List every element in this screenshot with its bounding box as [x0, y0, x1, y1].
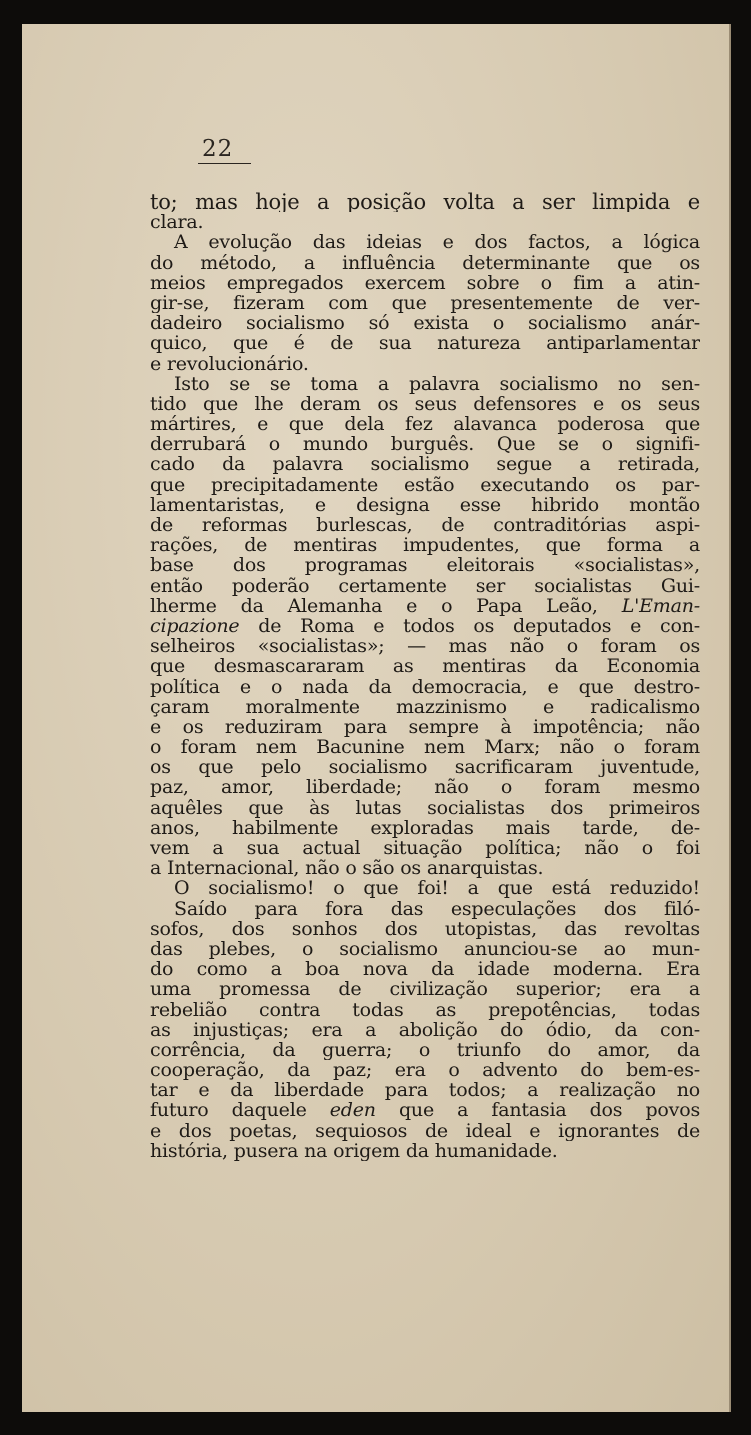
text-line: clara. — [150, 212, 204, 233]
text-line: as injustiças; era a abolição do ódio, da con- — [150, 1019, 700, 1040]
text-line: que precipitadamente estão executando os par- — [150, 474, 700, 495]
text-line: corrência, da guerra; o triunfo do amor, da — [150, 1039, 700, 1061]
text-line: tar e da liberdade para todos; a realização no — [150, 1080, 700, 1101]
text-line: çaram moralmente mazzinismo e radicalismo — [150, 696, 700, 717]
text-line: os que pelo socialismo sacrificaram juventude, — [150, 757, 700, 778]
text-line: do como a boa nova da idade moderna. Era — [150, 959, 700, 980]
text-line: rebelião contra todas as prepotências, todas — [150, 999, 700, 1020]
text-line: A evolução das ideias e dos factos, a lógica — [174, 232, 700, 253]
body-text — [150, 192, 700, 1161]
text-line: e revolucionário. — [150, 353, 309, 374]
text-line: rações, de mentiras impudentes, que forma a — [150, 535, 700, 556]
text-line: história, pusera na origem da humanidade. — [150, 1140, 558, 1161]
text-line: base dos programas eleitorais «socialistas», — [150, 555, 700, 576]
text-line: vem a sua actual situação política; não o foi — [150, 838, 700, 859]
text-line: Saído para fora das especulações dos filó- — [174, 898, 700, 919]
text-line: cooperação, da paz; era o advento do bem-es- — [150, 1060, 700, 1081]
book-page — [22, 24, 731, 1412]
text-line: to; mas hoje a posição volta a ser limpida e — [150, 192, 700, 213]
text-line: tido que lhe deram os seus defensores e os seus — [150, 393, 700, 415]
text-line: anos, habilmente exploradas mais tarde, de- — [150, 817, 700, 838]
text-line: mártires, e que dela fez alavanca poderosa que — [150, 414, 700, 435]
text-line: quico, que é de sua natureza antiparlamentar — [150, 333, 700, 354]
text-line: Isto se se toma a palavra socialismo no sen- — [174, 373, 700, 394]
text-line: derrubará o mundo burguês. Que se o signifi- — [150, 434, 700, 455]
text-line: cipazione de Roma e todos os deputados e con- — [150, 615, 700, 637]
text-line: do método, a influência determinante que os — [150, 252, 700, 273]
text-line: lamentaristas, e designa esse hibrido montão — [150, 494, 700, 515]
text-line: que desmascararam as mentiras da Economia — [150, 656, 700, 677]
text-line: gir-se, fizeram com que presentemente de ver- — [150, 292, 700, 314]
text-line: aquêles que às lutas socialistas dos primeiros — [150, 797, 700, 818]
text-line: lherme da Alemanha e o Papa Leão, L'Eman- — [150, 595, 700, 616]
text-line: o foram nem Bacunine nem Marx; não o foram — [150, 737, 700, 758]
text-line: dadeiro socialismo só exista o socialismo anár- — [150, 313, 700, 334]
page-number: 22 — [198, 136, 251, 164]
text-line: e os reduziram para sempre à impotência; não — [150, 716, 700, 738]
text-line: então poderão certamente ser socialistas Gui- — [150, 575, 700, 596]
text-line: meios empregados exercem sobre o fim a atin- — [150, 272, 700, 293]
text-line: política e o nada da democracia, e que destro- — [150, 676, 700, 697]
text-line: selheiros «socialistas»; — mas não o foram os — [150, 636, 700, 657]
text-line: uma promessa de civilização superior; era a — [150, 979, 700, 1000]
text-line: cado da palavra socialismo segue a retirada, — [150, 454, 700, 475]
text-line: de reformas burlescas, de contraditórias aspi- — [150, 515, 700, 536]
text-line: futuro daquele eden que a fantasia dos povos — [150, 1100, 700, 1121]
text-line: sofos, dos sonhos dos utopistas, das revoltas — [150, 918, 700, 939]
text-line: a Internacional, não o são os anarquistas. — [150, 858, 544, 879]
text-line: paz, amor, liberdade; não o foram mesmo — [150, 777, 700, 798]
text-line: O socialismo! o que foi! a que está reduzido! — [174, 878, 700, 899]
text-line: e dos poetas, sequiosos de ideal e ignorantes de — [150, 1120, 700, 1141]
text-line: das plebes, o socialismo anunciou-se ao mun- — [150, 938, 700, 960]
